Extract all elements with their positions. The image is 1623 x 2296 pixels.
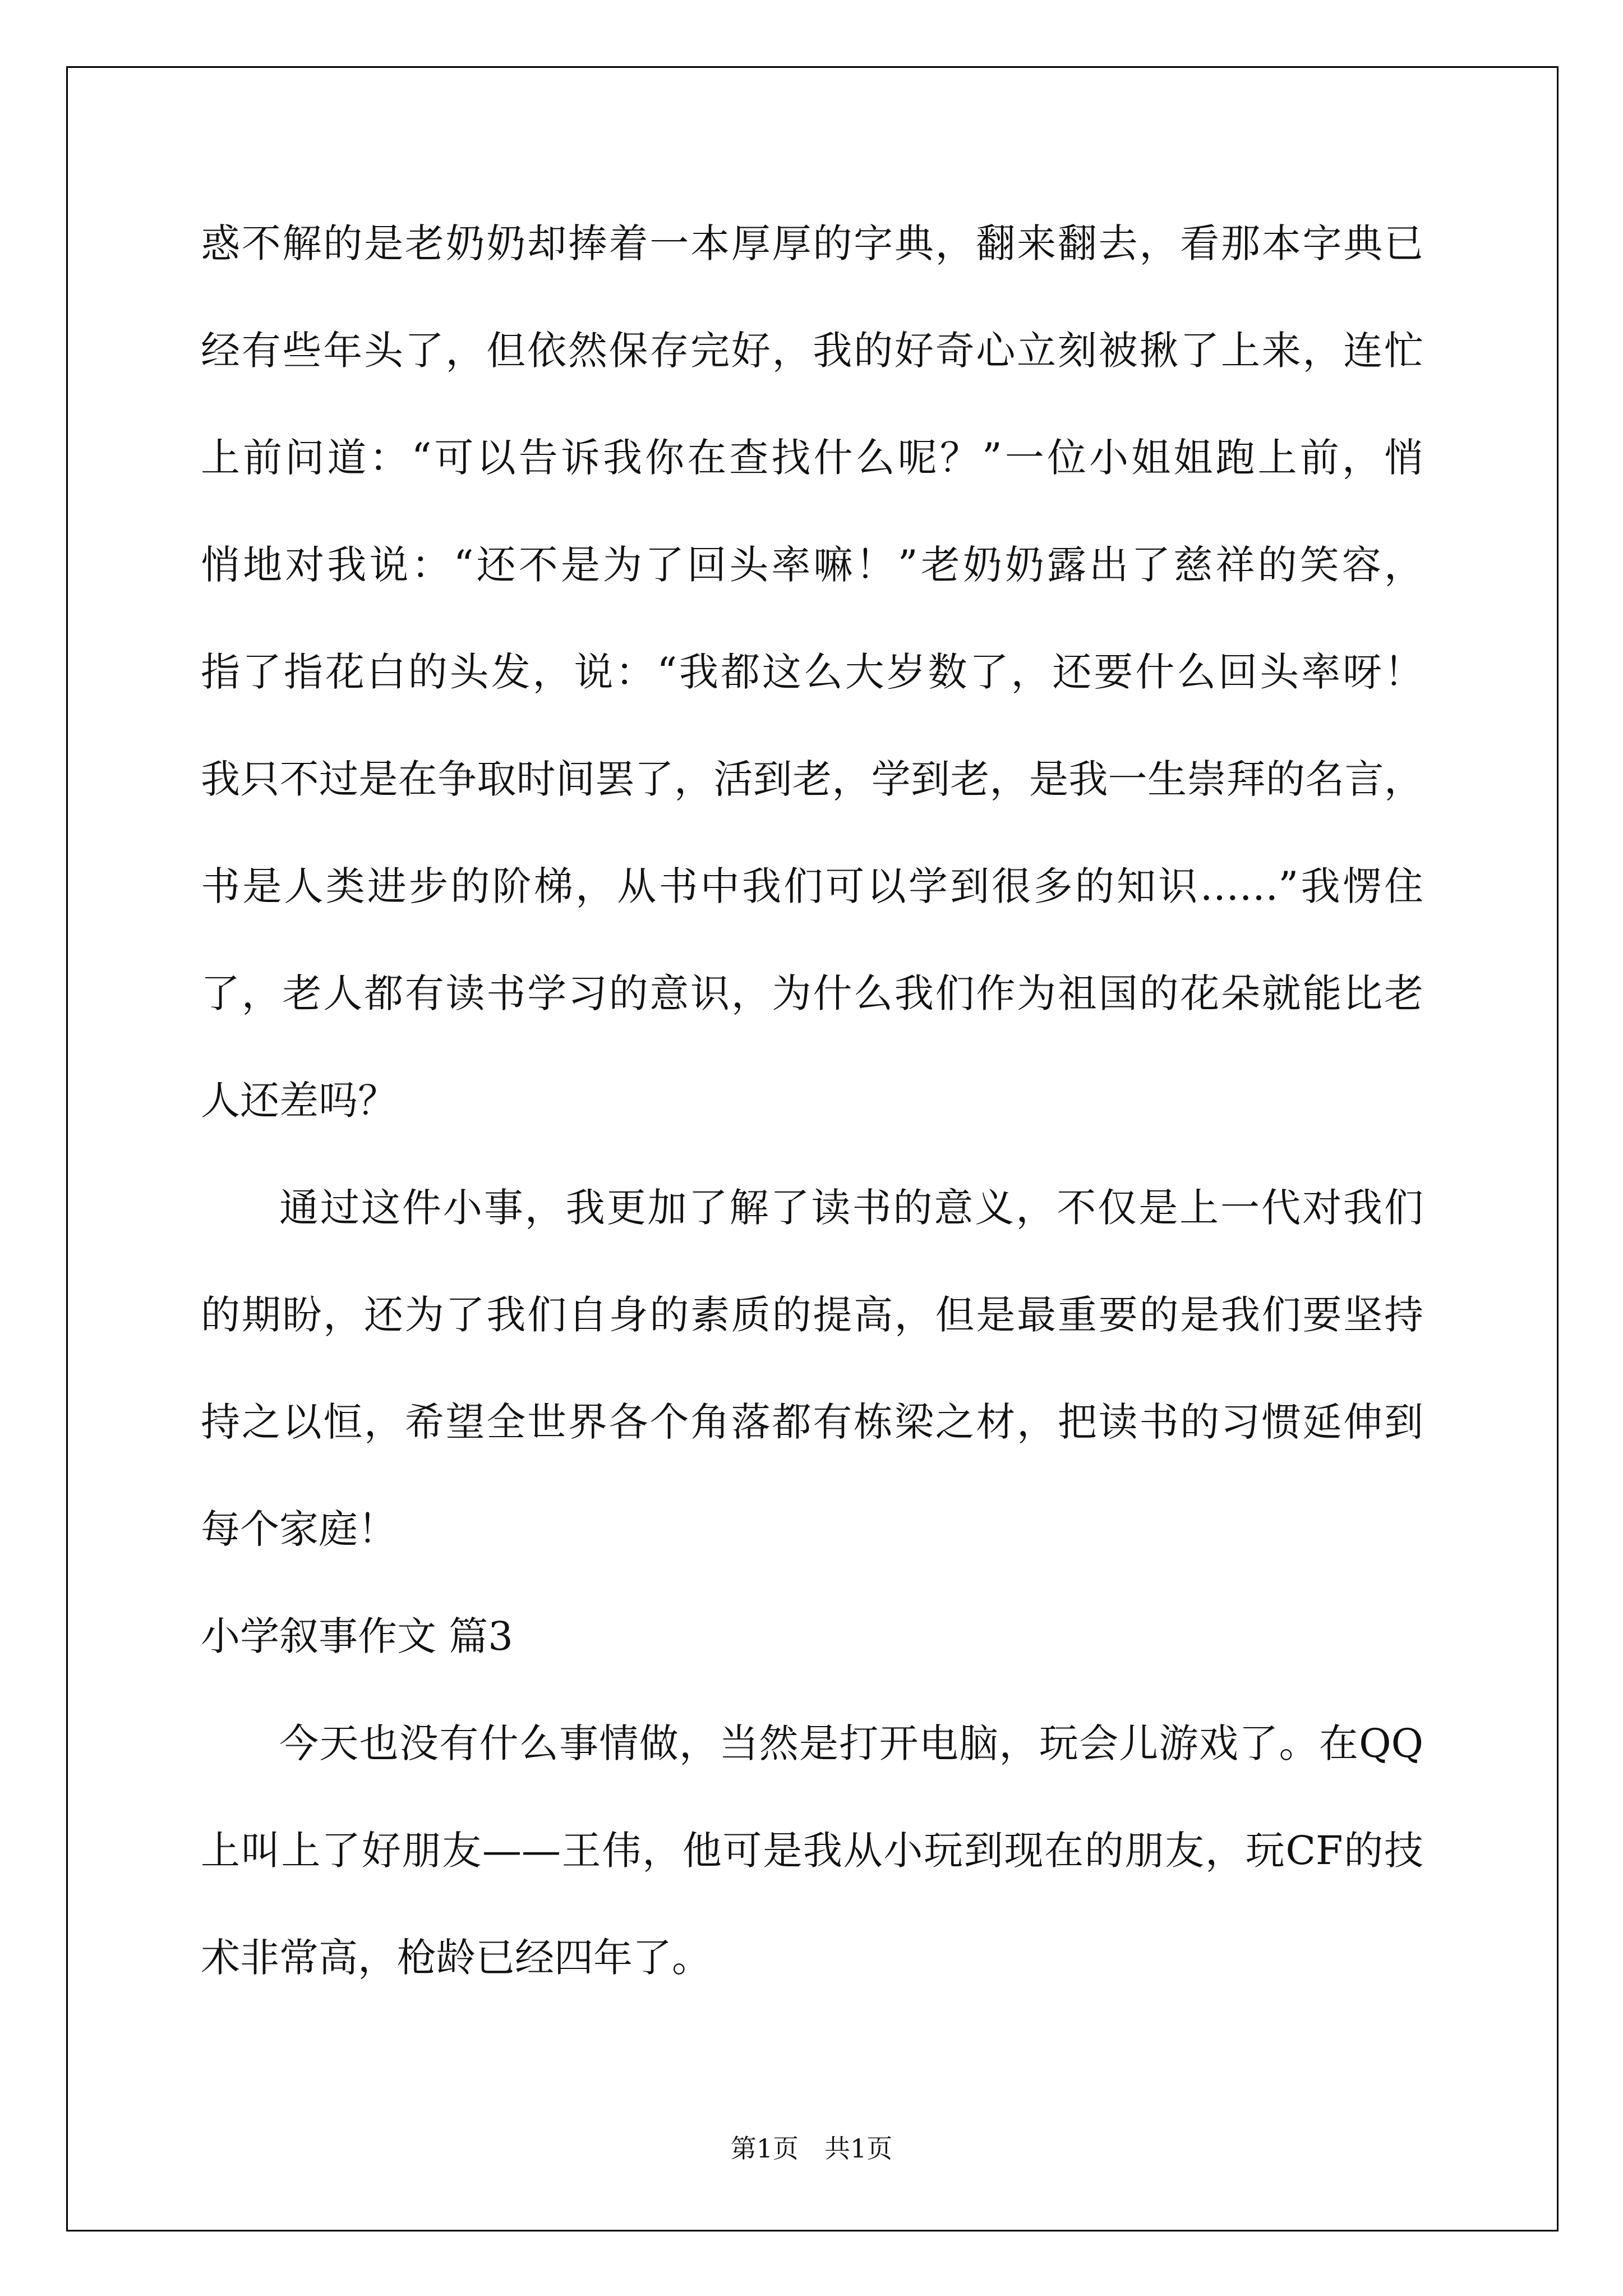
text-line: 每个家庭！: [201, 1506, 397, 1552]
text-line: 上叫上了好朋友——王伟，他可是我从小玩到现在的朋友，玩CF的技: [201, 1828, 1423, 1874]
text-line: 书是人类进步的阶梯，从书中我们可以学到很多的知识……”我愣住: [201, 863, 1423, 909]
text-line: 的期盼，还为了我们自身的素质的提高，但是最重要的是我们要坚持: [201, 1292, 1423, 1338]
paragraph-first-line: 通过这件小事，我更加了解了读书的意义，不仅是上一代对我们: [279, 1185, 1423, 1231]
page-footer: 第1页 共1页: [730, 2133, 893, 2164]
text-line: 上前问道：“可以告诉我你在查找什么呢？”一位小姐姐跑上前，悄: [201, 435, 1423, 481]
paragraph-first-line: 今天也没有什么事情做，当然是打开电脑，玩会儿游戏了。在QQ: [279, 1720, 1423, 1766]
text-line: 术非常高，枪龄已经四年了。: [201, 1935, 711, 1981]
text-line: 惑不解的是老奶奶却捧着一本厚厚的字典，翻来翻去，看那本字典已: [201, 220, 1423, 266]
text-line: 人还差吗？: [201, 1078, 397, 1124]
text-line: 持之以恒，希望全世界各个角落都有栋梁之材，把读书的习惯延伸到: [201, 1399, 1423, 1445]
text-line: 我只不过是在争取时间罢了，活到老，学到老，是我一生崇拜的名言，: [201, 756, 1423, 802]
text-line: 了，老人都有读书学习的意识，为什么我们作为祖国的花朵就能比老: [201, 970, 1423, 1016]
text-line: 经有些年头了，但依然保存完好，我的好奇心立刻被揪了上来，连忙: [201, 328, 1423, 374]
document-body: [201, 220, 1423, 2041]
text-line: 指了指花白的头发，说：“我都这么大岁数了，还要什么回头率呀！: [201, 649, 1423, 695]
text-line: 悄地对我说：“还不是为了回头率嘛！”老奶奶露出了慈祥的笑容，: [201, 542, 1423, 588]
section-heading: 小学叙事作文 篇3: [201, 1613, 513, 1659]
